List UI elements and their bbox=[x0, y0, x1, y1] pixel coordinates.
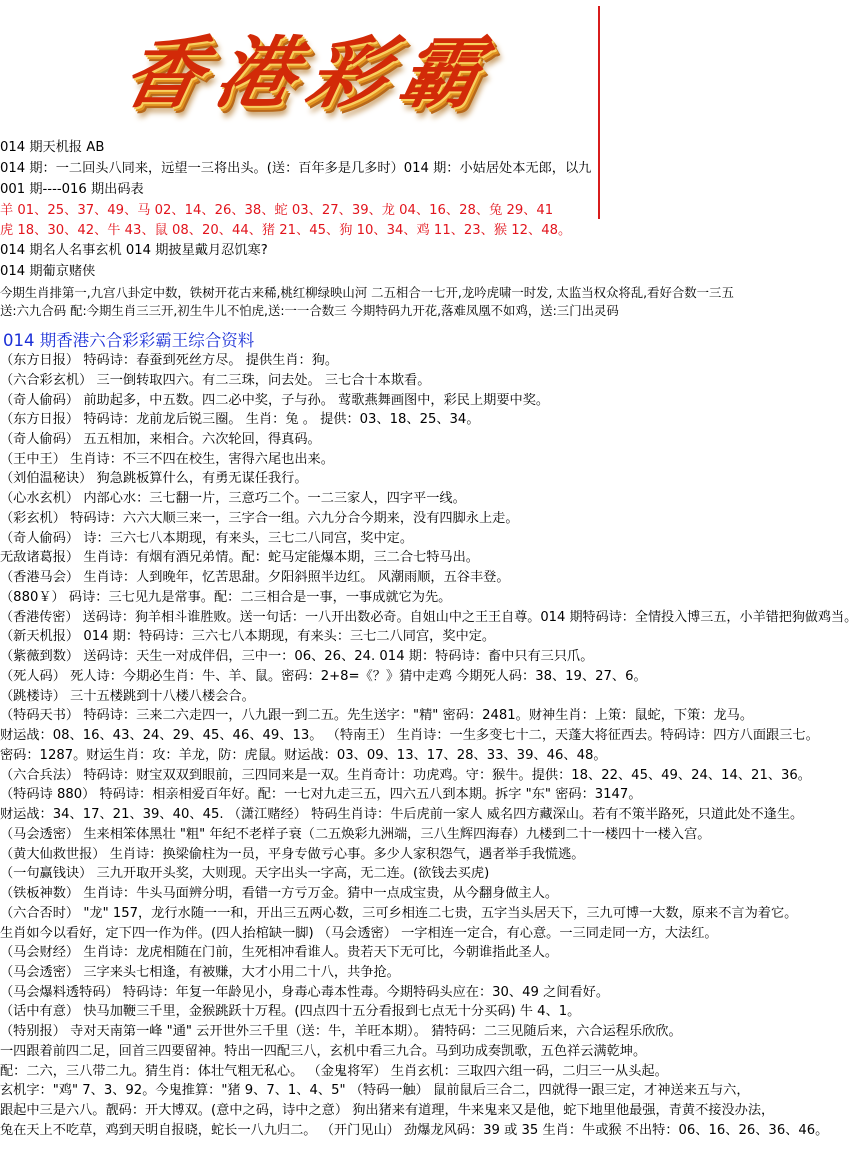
body-line: （王中王） 生肖诗：不三不四在校生，害得六尾也出来。 bbox=[0, 451, 334, 467]
body-line: （马会透密） 三字来头七相逢，有被赚，大才小用二十八，共争抢。 bbox=[0, 964, 400, 980]
body-line: （880￥） 码诗：三七见九是常事。配：二三相合是一事，一事成就它为先。 bbox=[0, 589, 452, 605]
body-line: （心水玄机） 内部心水：三七翻一片，三意巧二个。一二三家人，四字平一线。 bbox=[0, 491, 466, 507]
zodiac-line: 羊 01、25、37、49、马 02、14、26、38、蛇 03、27、39、龙 04、16、28、兔 29、41 bbox=[0, 203, 554, 218]
body-line: （彩玄机） 特码诗：六六大顺三来一，三字合一组。六九分合今期来，没有四脚永上走。 bbox=[0, 510, 519, 526]
body-line: 配：二六，三八带二九。猜生肖：体壮气粗无私心。 （金鬼将军） 生肖玄机：三取四六组一码，二归三一从头起。 bbox=[0, 1063, 668, 1079]
body-line: （死人码） 死人诗：今期必生肖：牛、羊、鼠。密码：2+8=《？》猜中走鸡 今期死人码：38、19、27、6。 bbox=[0, 668, 647, 684]
body-line: 玄机字："鸡" 7、3、92。今鬼推算："猪 9、7、1、4、5" （特码一触） 鼠前鼠后三合二，四就得一跟三定，才神送来五与六， bbox=[0, 1083, 750, 1099]
body-line: （奇人偷码） 诗：三六七八本期现，有来头，三七二八同宫，奖中定。 bbox=[0, 530, 414, 546]
section-title: 014 期香港六合彩彩霸王综合资料 bbox=[3, 331, 255, 350]
body-line: （香港马会） 生肖诗：人到晚年，忆苦思甜。夕阳斜照半边红。 风潮雨顺，五谷丰登。 bbox=[0, 570, 510, 586]
body-line: （铁板神数） 生肖诗：牛头马面辨分明，看错一方亏万金。猜中一点成宝贵，从今翻身做主人。 bbox=[0, 886, 559, 901]
body-line: （话中有意） 快马加鞭三千里，金猴跳跃十万程。(四点四十五分看报到七点无十分买码) 牛 4、1。 bbox=[0, 1004, 581, 1020]
red-divider-line bbox=[598, 6, 600, 219]
body-line: （六合彩玄机） 三一倒转取四六。有二三珠，问去处。 三七合十本欺看。 bbox=[0, 372, 431, 388]
body-line: 财运战：34、17、21、39、40、45. （潇江赌经） 特码生肖诗：牛后虎前一家人 威名四方藏深山。若有不策半路死，只道此处不逢生。 bbox=[0, 807, 804, 822]
body-line: （特码诗 880） 特码诗：相亲相爱百年好。配：一七对九走三五，四六五八到本期。拆字 "东" 密码：3147。 bbox=[0, 787, 642, 803]
body-line: 财运战：08、16、43、24、29、45、46、49、13。 （特南王） 生肖诗：一生多变七十二，天蓬大将征西去。特码诗：四方八面跟三七。 bbox=[0, 728, 819, 744]
header-line: 014 期：一二回头八同来，远望一三将出头。(送：百年多是几多时）014 期：小姑居处本无郎，以九 bbox=[0, 161, 592, 176]
zodiac-line: 虎 18、30、42、牛 43、鼠 08、20、44、猪 21、45、狗 10、34、鸡 11、23、猴 12、48。 bbox=[0, 223, 572, 238]
header-line: 014 期天机报 AB bbox=[0, 140, 105, 155]
body-line: （六合兵法） 特码诗：财宝双双到眼前，三四同来是一双。生肖奇计：功虎鸡。守：猴牛。提供：18、22、45、49、24、14、21、36。 bbox=[0, 767, 811, 783]
body-line: （六合否时） "龙" 157，龙行水随一一和，开出三五两心数，三可乡相连二七贵，五字当头居天下，三九可博一大数，原来不言为着它。 bbox=[0, 905, 798, 921]
body-line: （黄大仙救世报） 生肖诗：换梁偷柱为一员，平身专做亏心事。多少人家积怨气，遇者举手我慌逃。 bbox=[0, 846, 585, 862]
body-line: （东方日报） 特码诗：春蚕到死丝方尽。 提供生肖：狗。 bbox=[0, 353, 339, 368]
body-line: （香港传密） 送码诗：狗羊相斗谁胜败。送一句话：一八开出数必奇。自姐山中之王王自尊。014 期特码诗：全情投入博三五，小羊错把狗做鸡当。 bbox=[0, 609, 858, 625]
body-line: （新天机报） 014 期：特码诗：三六七八本期现，有来头：三七二八同宫，奖中定。 bbox=[0, 629, 496, 645]
pre-line: 014 期名人名事玄机 014 期披星戴月忍饥寒? bbox=[0, 243, 268, 258]
body-line: （刘伯温秘诀） 狗急跳板算什么，有勇无谋任我行。 bbox=[0, 471, 308, 487]
pre-line: 今期生肖排第一,九宫八卦定中数，铁树开花古来稀,桃红柳绿映山河 二五相合一七开,龙吟虎啸一时发, 太监当权众将乱,看好合数一三五 bbox=[0, 285, 734, 300]
body-line: （东方日报） 特码诗：龙前龙后锐三圈。 生肖：兔 。 提供：03、18、25、34。 bbox=[0, 412, 480, 428]
body-line: 生肖如今以看好，定下四一作为伴。(四人抬棺缺一脚) （马会透密） 一字相连一定合，有心意。一三同走同一方，大法红。 bbox=[0, 925, 718, 941]
body-line: （一句赢钱诀） 三九开取开头奖，大则现。天字出头一字高，无二连。(欲钱去买虎) bbox=[0, 866, 490, 882]
pre-line: 送:六九合码 配:今期生肖三三开,初生牛儿不怕虎,送:一一合数三 今期特码九开花,落难凤凰不如鸡，送:三门出灵码 bbox=[0, 303, 619, 318]
body-line: （特别报） 寺对天南第一峰 "通" 云开世外三千里（送：牛，羊旺本期）。 猜特码：二三见随后来，六合运程乐欣欣。 bbox=[0, 1024, 682, 1040]
body-line: （特码天书） 特码诗：三来二六走四一，八九跟一到二五。先生送字："精" 密码：2481。财神生肖：上策：鼠蛇，下策：龙马。 bbox=[0, 708, 754, 724]
body-line: 密码：1287。财运生肖：攻：羊龙，防：虎鼠。财运战：03、09、13、17、28、33、39、46、48。 bbox=[0, 747, 607, 763]
body-line: （紫薇到数） 送码诗：天生一对成伴侣，三中一：06、26、24. 014 期：特码诗：畜中只有三只爪。 bbox=[0, 649, 594, 665]
body-line: 跟起中三是六八。靓码：开大博双。(意中之码，诗中之意） 狗出猪来有道理，牛来鬼来又是他，蛇下地里他最强，青黄不接没办法， bbox=[0, 1103, 775, 1119]
body-line: （马会透密） 生来相笨体黑壮 "粗" 年纪不老样子衰（二五焕彩九洲端，三八生辉四海春）九楼到二十一楼四十一楼入宫。 bbox=[0, 826, 711, 842]
body-line: 一四跟着前四二足，回首三四要留神。特出一四配三八，玄机中看三九合。马到功成奏凯歌，五色祥云满乾坤。 bbox=[0, 1043, 647, 1059]
body-line: （奇人偷码） 五五相加，来相合。六次轮回，得真码。 bbox=[0, 432, 321, 447]
body-line: （马会爆料透特码） 特码诗：年复一年龄见小，身毒心毒本性毒。今期特码头应在：30、49 之间看好。 bbox=[0, 984, 610, 1000]
body-line: （马会财经） 生肖诗：龙虎相随在门前，生死相冲看谁人。贵若天下无可比，今朝谁指此圣人。 bbox=[0, 945, 559, 961]
pre-line: 014 期葡京赌侠 bbox=[0, 264, 96, 279]
logo bbox=[115, 18, 565, 130]
body-line: （奇人偷码） 前助起多，中五数。四二必中奖，子与孙。 莺歌燕舞画图中，彩民上期要中奖。 bbox=[0, 392, 550, 408]
body-line: 兔在天上不吃草，鸡到天明自报晓，蛇长一八九归二。 （开门见山） 劲爆龙风码：39 或 35 生肖：牛或猴 不出特：06、16、26、36、46。 bbox=[0, 1122, 829, 1138]
header-line: 001 期----016 期出码表 bbox=[0, 182, 144, 197]
body-line: （跳楼诗） 三十五楼跳到十八楼八楼会合。 bbox=[0, 688, 255, 704]
body-line: 无敌诸葛报） 生肖诗：有烟有酒兄弟情。配：蛇马定能爆本期，三二合七特马出。 bbox=[0, 550, 479, 566]
logo-text: 香港彩霸 bbox=[115, 28, 503, 119]
